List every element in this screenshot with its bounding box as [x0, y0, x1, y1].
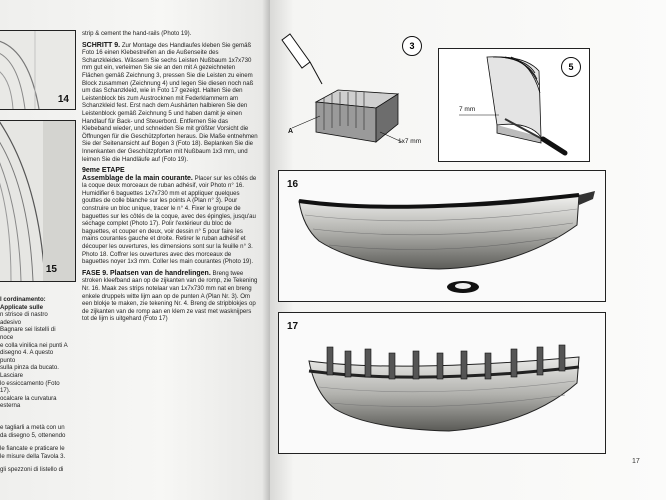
drawing-5: [438, 48, 590, 162]
it-line: disegno 4. A questo punto: [0, 349, 54, 364]
photo-17: [278, 312, 606, 454]
photo-14: [0, 30, 76, 110]
it-line: lo essiccamento (Foto 17).: [0, 379, 60, 395]
fig-14-number: 14: [57, 94, 69, 105]
ship-hull-photo-17: [279, 313, 605, 453]
it-line: e tagliarli a metà con un: [0, 423, 65, 431]
photo-16: [278, 170, 606, 302]
it-line: l cordinamento: Applicate sulle: [0, 296, 46, 311]
italian-text-column: [0, 296, 70, 474]
right-page: [270, 0, 666, 500]
step9-french-subheading: Assemblage de la main courante.: [82, 174, 193, 182]
step9-dutch-heading: FASE 9. Plaatsen van de handrelingen.: [82, 269, 211, 277]
it-line: le misure della Tavola 3.: [0, 452, 66, 460]
drawing-5-number: 5: [561, 57, 581, 77]
step9-dutch: [82, 270, 258, 323]
drawing-3: [276, 32, 428, 158]
step9-french: [82, 175, 258, 266]
step9-german: [82, 42, 258, 164]
instruction-text-column: [82, 30, 258, 325]
drawing-3-dimension: 1x7 mm: [398, 138, 422, 145]
fig-16-number: 16: [287, 179, 299, 190]
drawing-3-number: 3: [402, 36, 422, 56]
page-number: 17: [632, 458, 640, 465]
it-line: n strisce di nastro adesivo: [0, 311, 48, 326]
it-line: gli spezzoni di listello di: [0, 466, 64, 474]
hull-planking-illustration: [0, 121, 75, 281]
fig-17-number: 17: [287, 321, 299, 332]
it-line: ocalcare la curvatura esterna: [0, 394, 57, 410]
top-strip-text: strip & cement the hand-rails (Photo 19).: [82, 30, 192, 37]
left-page: [0, 0, 270, 500]
photo-15: [0, 120, 76, 282]
it-line: Bagnare sei listelli di noce: [0, 326, 56, 341]
step9-french-text: Placer sur les côtés de la coque deux morceaux de ruban adhésif, voir Photo n° 16. Humidifier 6 baguettes 1x7x730 mm et appliquer quelques gouttes de colle blanche sur les points A (Plan n° 3). Pour construire un bloc unique, tracer le n° 4. Fixer le groupe de baguettes sur les côtés de la coque, avec des épingles, jusqu'au séchage complet (Photo 17). Polir l'extérieur du bloc de baguettes, et couper en deux, voir dessin n° 5 pour faire les mains courantes gauche et droite. Retirer le ruban adhésif et découper les ouvertures, les dimensions sont sur la feuille n° 3. Photo 18. Coffrer les ouvertures avec des morceaux de baguettes noyer 1x3 mm. Coller les main courantes (Photo 19).: [82, 174, 257, 266]
it-line: e colla vinilica nei punti A: [0, 341, 68, 349]
drawing-3-label-a: A: [288, 128, 294, 135]
step9-french-heading: 9eme ETAPE: [82, 167, 125, 175]
step9-german-text: Zur Montage des Handlaufes kleben Sie gemäß Foto 16 einen Klebestreifen an die Außenseite des Schanzkleides. Wässern Sie sechs Leisten Nußbaum 1x7x730 mm gut ein, verleimen Sie sie an den mit A gezeichneten Flächen gemäß Zeichnung 3, pressen Sie die Leisten zu einem Block zusammen (Zeichnung 4) und legen Sie diesen noch naß um das Schanzkleid, wie in Foto 17 gezeigt. Halten Sie den Leistenblock bis zum Austrocknen mit Federklammern am Schanzkleid fest. Erst nach dem Aushärten halbieren Sie den Leistenblock gemäß Zeichnung 5 und haben damit je einen Handlauf für Back- und Steuerbord. Entfernen Sie das Klebeband wieder, und schneiden Sie mit größter Vorsicht die Öffnungen für die Geschützpforten heraus. Die Maße entnehmen Sie der Seitenansicht auf Bogen 3 (Foto 18). Beplanken Sie die Innenkanten der Geschützpforten mit Nußbaum 1x3 mm, und leimen Sie die Handläufe auf (Foto 19).: [82, 41, 258, 163]
step9-dutch-text: Breng twee stroken kleefband aan op de zijkanten van de romp, zie Tekening Nr. 16. Maak zes strips notelaar van 1x7x730 mm nat en breng enkele druppels witte lijm aan op de punten A (Plan Nr. 3). Om een blokje te maken, zie tekening Nr. 4. Breng de stripblokjes op de zijkanten van de romp aan en klem ze vast met wasknijpers tot de lijm is uitgehard (Foto 17): [82, 269, 258, 323]
it-line: da disegno 5, ottenendo: [0, 431, 66, 439]
step9-german-heading: SCHRITT 9.: [82, 41, 121, 49]
it-line: sulla pinza da bucato. Lasciare: [0, 364, 59, 379]
ship-hull-photo-16: [279, 171, 605, 301]
fig-15-number: 15: [45, 264, 57, 275]
drawing-5-dimension: 7 mm: [459, 106, 476, 113]
it-line: le fiancate e praticare le: [0, 445, 65, 453]
